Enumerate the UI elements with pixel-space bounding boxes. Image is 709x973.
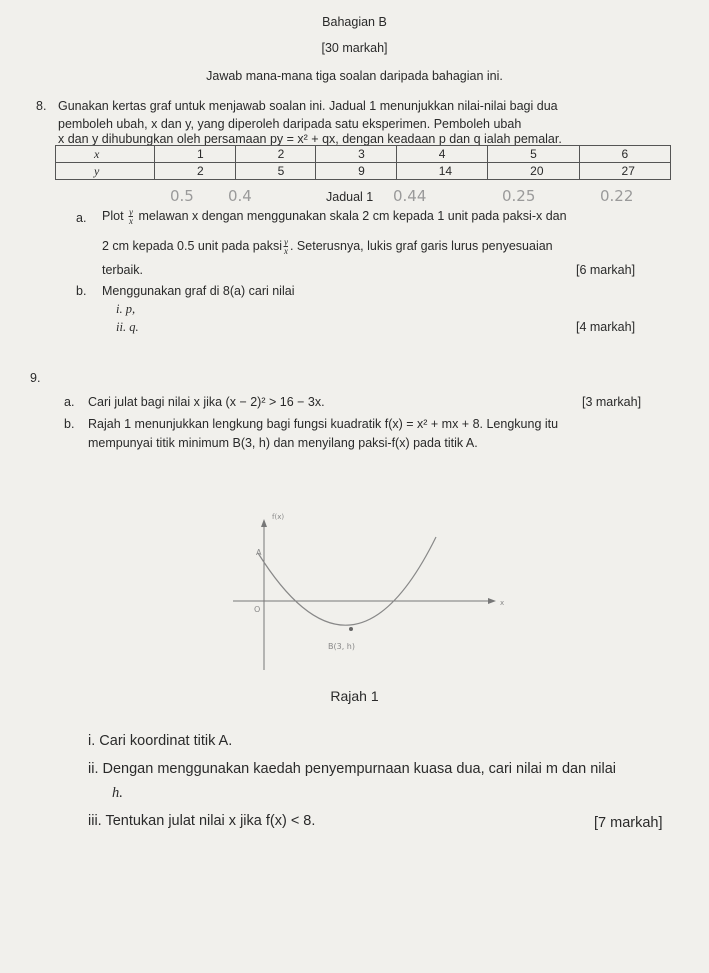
q8a-plot-word: Plot (102, 209, 124, 223)
table-cell: 14 (396, 163, 487, 180)
origin-label: O (254, 605, 261, 614)
section-marks: [30 markah] (321, 41, 388, 55)
q9b-ii-line2: h. (112, 785, 123, 801)
fraction-numerator: y (283, 237, 288, 248)
q8a-line2-rest: . Seterusnya, lukis graf garis lurus penyesuaian (289, 239, 553, 253)
fraction-y-over-x (284, 238, 288, 255)
fraction-denominator: x (283, 246, 288, 257)
q8-line3: x dan y dihubungkan oleh persamaan py = x² + qx, dengan keadaan p dan q ialah pemalar. (58, 132, 562, 146)
handwritten-note: 0.25 (502, 187, 536, 205)
data-table (55, 145, 671, 180)
q8-line2: pemboleh ubah, x dan y, yang diperoleh daripada satu eksperimen. Pemboleh ubah (58, 117, 522, 131)
q8b-marks: [4 markah] (576, 320, 636, 334)
figure-caption: Rajah 1 (330, 688, 379, 704)
x-axis-label: x (500, 599, 505, 607)
fraction-numerator: y (129, 207, 134, 218)
q9a-label: a. (64, 395, 75, 409)
point-b-label: B(3, h) (328, 642, 355, 651)
q8a-line1 (102, 208, 567, 225)
q8b-label: b. (76, 284, 87, 298)
table-cell: 2 (235, 146, 316, 163)
table-row-y (56, 163, 671, 180)
table-cell: 2 (155, 163, 236, 180)
handwritten-note: 0.44 (393, 187, 427, 205)
y-axis-label: f(x) (272, 513, 285, 521)
quadratic-graph (228, 505, 508, 675)
q8a-line2 (102, 238, 553, 255)
handwritten-note: 0.22 (600, 187, 634, 205)
table-cell: 1 (155, 146, 236, 163)
q9-number: 9. (30, 371, 41, 385)
minimum-point (349, 627, 353, 631)
fraction-y-over-x (129, 208, 133, 225)
section-title: Bahagian B (322, 15, 387, 29)
table-cell: 4 (396, 146, 487, 163)
table-cell: 6 (579, 146, 670, 163)
q9b-marks: [7 markah] (594, 815, 663, 831)
table-cell: 5 (488, 146, 579, 163)
q9a-text: Cari julat bagi nilai x jika (x − 2)² > 16 − 3x. (88, 395, 325, 409)
table-cell: 20 (488, 163, 579, 180)
table-cell: 27 (579, 163, 670, 180)
x-axis-arrow-icon (488, 598, 496, 604)
q9b-iii: iii. Tentukan julat nilai x jika f(x) < 8. (88, 813, 316, 829)
q8-number: 8. (36, 99, 47, 113)
q9b-ii-line1: ii. Dengan menggunakan kaedah penyempurnaan kuasa dua, cari nilai m dan nilai (88, 761, 616, 777)
q9b-i: i. Cari koordinat titik A. (88, 733, 233, 749)
q9a-marks: [3 markah] (582, 395, 642, 409)
table-cell: 9 (316, 163, 397, 180)
q8a-marks: [6 markah] (576, 263, 636, 277)
q9b-label: b. (64, 417, 75, 431)
q8a-label: a. (76, 211, 87, 225)
fraction-denominator: x (129, 216, 134, 227)
table-row-x (56, 146, 671, 163)
q8a-line3: terbaik. (102, 263, 143, 277)
q8b-ii: ii. q. (116, 320, 139, 334)
q8b-i: i. p, (116, 302, 136, 316)
q8a-line2-text: 2 cm kepada 0.5 unit pada paksi (102, 239, 282, 253)
table-header-x: x (56, 146, 155, 163)
table-cell: 5 (235, 163, 316, 180)
q8-line1: Gunakan kertas graf untuk menjawab soalan ini. Jadual 1 menunjukkan nilai-nilai bagi dua (58, 99, 558, 113)
table-cell: 3 (316, 146, 397, 163)
section-instruction: Jawab mana-mana tiga soalan daripada bahagian ini. (206, 69, 503, 83)
q9b-line1: Rajah 1 menunjukkan lengkung bagi fungsi kuadratik f(x) = x² + mx + 8. Lengkung itu (88, 417, 559, 431)
q9b-line2: mempunyai titik minimum B(3, h) dan menyilang paksi-f(x) pada titik A. (88, 436, 478, 450)
point-a-label: A (256, 548, 262, 557)
y-axis-arrow-icon (261, 519, 267, 527)
handwritten-note: 0.5 (170, 187, 194, 205)
parabola-curve (258, 537, 436, 625)
handwritten-note: 0.4 (228, 187, 252, 205)
q8b-text: Menggunakan graf di 8(a) cari nilai (102, 284, 295, 298)
q8a-line1-text: melawan x dengan menggunakan skala 2 cm kepada 1 unit pada paksi-x dan (138, 209, 567, 223)
table-caption: Jadual 1 (326, 190, 374, 204)
table-header-y: y (56, 163, 155, 180)
